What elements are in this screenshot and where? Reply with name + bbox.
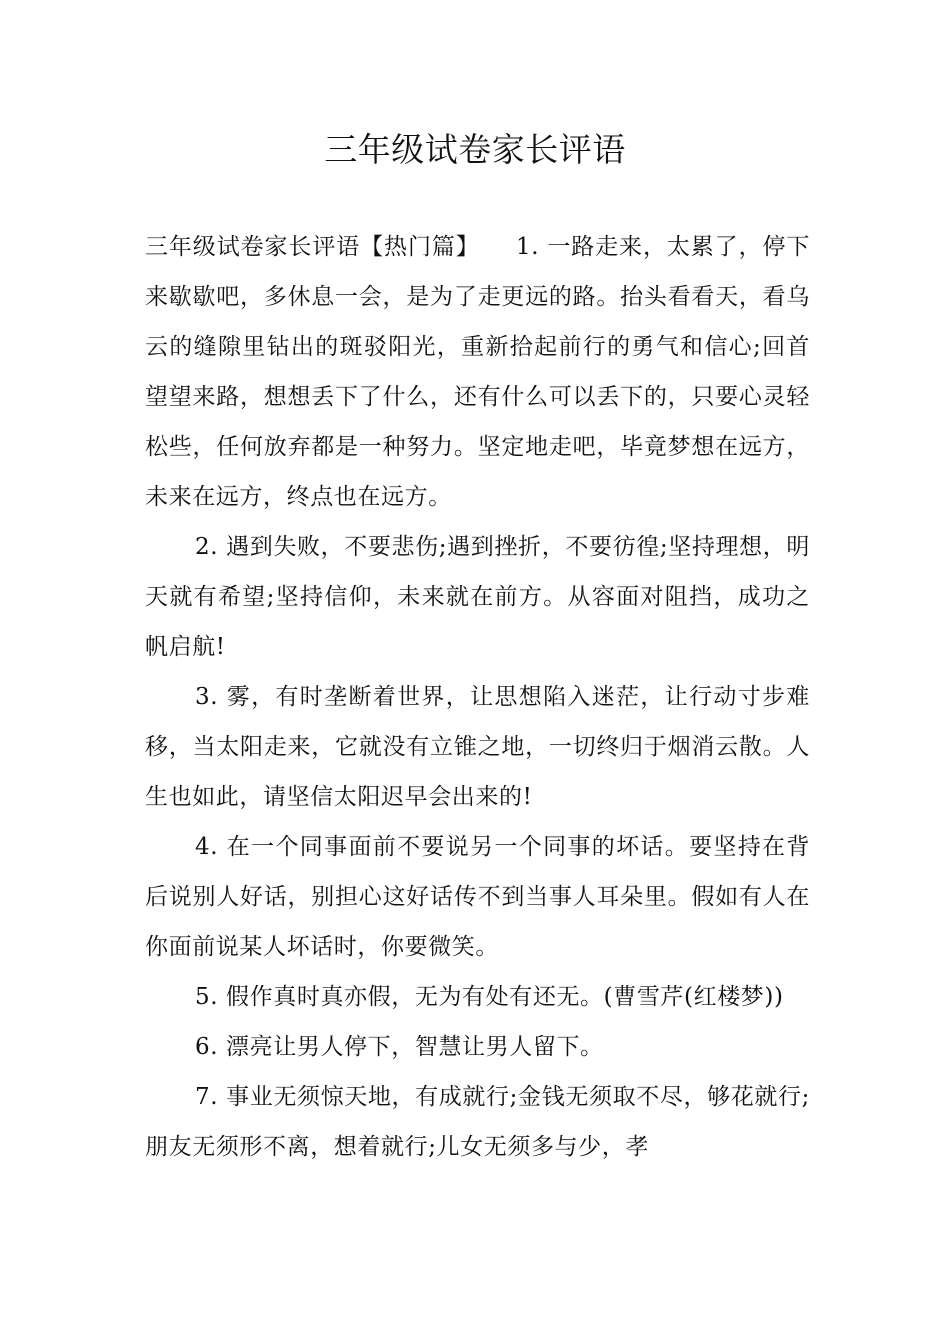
paragraph-item-6: 6. 漂亮让男人停下，智慧让男人留下。	[195, 1034, 604, 1060]
paragraph-intro: 三年级试卷家长评语【热门篇】 1. 一路走来，太累了，停下来歇歇吧，多休息一会，是为了走更远的路。抬头看看天，看乌云的缝隙里钻出的斑驳阳光，重新拾起前行的勇气和信心;回首望望来路，想想丢下了什么，还有什么可以丢下的，只要心灵轻松些，任何放弃都是一种努力。坚定地走吧，毕竟梦想在远方，未来在远方，终点也在远方。	[145, 234, 810, 510]
paragraph-item-7: 7. 事业无须惊天地，有成就行;金钱无须取不尽，够花就行;朋友无须形不离，想着就行;儿女无须多与少，孝	[145, 1084, 810, 1160]
paragraph-item-5: 5. 假作真时真亦假，无为有处有还无。(曹雪芹(红楼梦))	[195, 984, 784, 1010]
document-body	[145, 222, 810, 1172]
paragraph-item-4: 4. 在一个同事面前不要说另一个同事的坏话。要坚持在背后说别人好话，别担心这好话传不到当事人耳朵里。假如有人在你面前说某人坏话时，你要微笑。	[145, 834, 810, 960]
paragraph-item-2: 2. 遇到失败，不要悲伤;遇到挫折，不要彷徨;坚持理想，明天就有希望;坚持信仰，未来就在前方。从容面对阻挡，成功之帆启航!	[145, 534, 810, 660]
document-title: 三年级试卷家长评语	[324, 130, 626, 169]
paragraph-item-3: 3. 雾，有时垄断着世界，让思想陷入迷茫，让行动寸步难移，当太阳走来，它就没有立锥之地，一切终归于烟消云散。人生也如此，请坚信太阳迟早会出来的!	[145, 684, 810, 810]
